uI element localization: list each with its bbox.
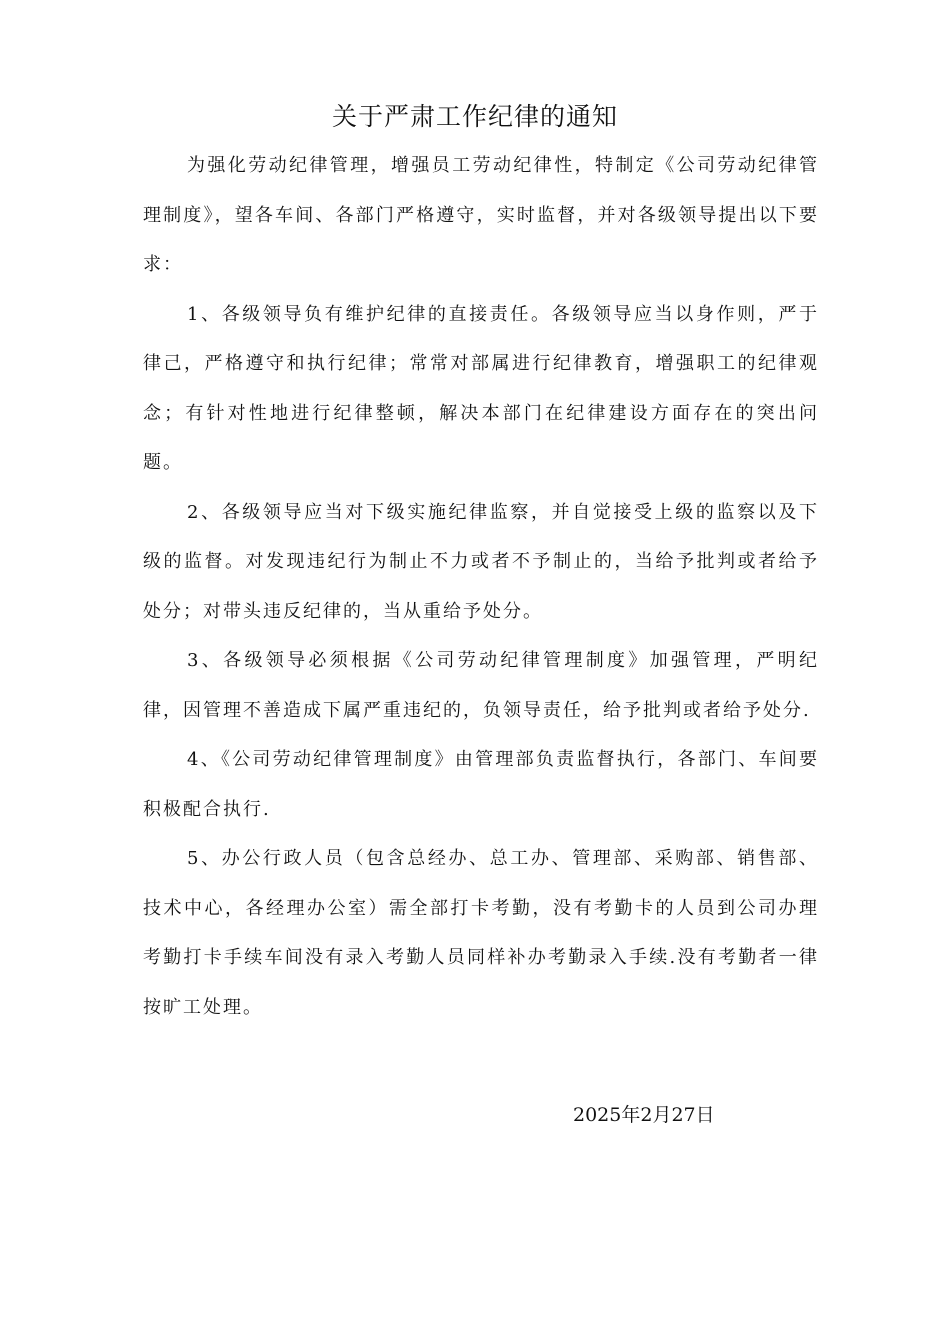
- requirement-paragraph-2: 2、各级领导应当对下级实施纪律监察，并自觉接受上级的监察以及下级的监督。对发现违纪行为制止不力或者不予制止的，当给予批判或者给予处分；对带头违反纪律的，当从重给予处分。: [143, 501, 819, 622]
- document-title: 关于严肃工作纪律的通知: [331, 102, 618, 131]
- requirement-paragraph-1: 1、各级领导负有维护纪律的直接责任。各级领导应当以身作则，严于律己，严格遵守和执行纪律；常常对部属进行纪律教育，增强职工的纪律观念；有针对性地进行纪律整顿，解决本部门在纪律建设方面存在的突出问题。: [143, 303, 819, 473]
- document-date: 2025年2月27日: [573, 1104, 715, 1126]
- requirement-paragraph-4: 4、《公司劳动纪律管理制度》由管理部负责监督执行，各部门、车间要积极配合执行.: [143, 749, 819, 820]
- requirement-paragraph-5: 5、办公行政人员（包含总经办、总工办、管理部、采购部、销售部、技术中心，各经理办公室）需全部打卡考勤，没有考勤卡的人员到公司办理考勤打卡手续车间没有录入考勤人员同样补办考勤录入手续.没有考勤者一律按旷工处理。: [143, 848, 819, 1018]
- requirement-paragraph-3: 3、各级领导必须根据《公司劳动纪律管理制度》加强管理，严明纪律，因管理不善造成下属严重违纪的，负领导责任，给予批判或者给予处分.: [143, 650, 819, 721]
- document-body: [143, 141, 819, 1032]
- intro-paragraph: 为强化劳动纪律管理，增强员工劳动纪律性，特制定《公司劳动纪律管理制度》，望各车间、各部门严格遵守，实时监督，并对各级领导提出以下要求：: [143, 155, 819, 275]
